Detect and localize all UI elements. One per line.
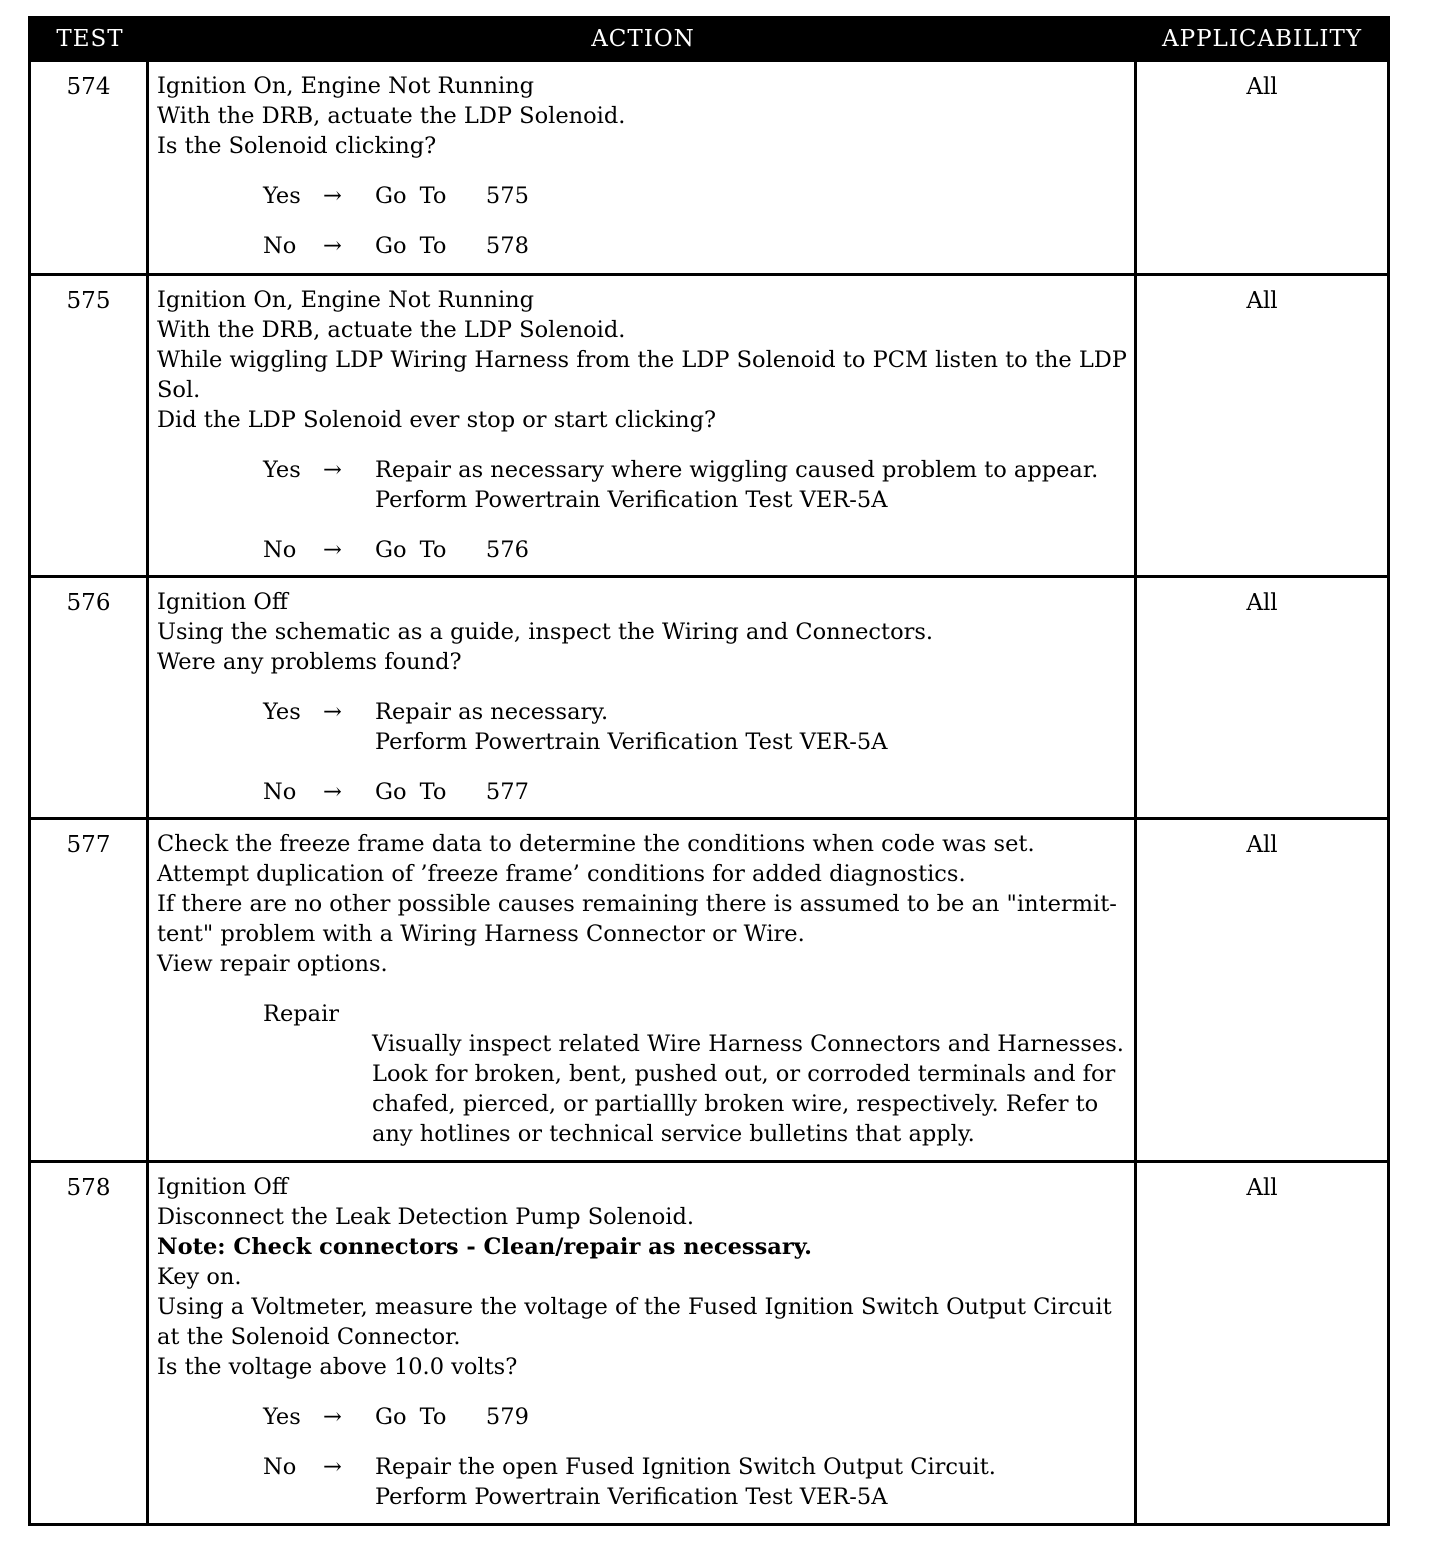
outcome-result: Repair as necessary where wiggling caused problem to appear. Perform Powertrain Verification Test VER-5A	[375, 457, 1099, 513]
table-row	[31, 273, 1387, 575]
outcome-result: Repair the open Fused Ignition Switch Output Circuit. Perform Powertrain Verification Test VER-5A	[375, 1454, 996, 1510]
action-line: Were any problems found?	[157, 649, 462, 675]
action-line: With the DRB, actuate the LDP Solenoid.	[157, 317, 626, 343]
action-line: Ignition On, Engine Not Running	[157, 287, 535, 313]
applicability-cell: All	[1246, 590, 1278, 616]
outcome-result: Go To 577	[375, 779, 529, 805]
answer-label: No	[263, 1454, 297, 1480]
arrow-right-icon: →	[323, 699, 342, 725]
outcome-no	[263, 535, 1128, 565]
action-line: Using the schematic as a guide, inspect the Wiring and Connectors.	[157, 619, 934, 645]
action-line: Did the LDP Solenoid ever stop or start clicking?	[157, 407, 717, 433]
header-test: TEST	[56, 26, 124, 52]
answer-label: No	[263, 233, 297, 259]
table-row	[31, 817, 1387, 1160]
arrow-right-icon: →	[323, 537, 342, 563]
answer-label: Yes	[263, 699, 301, 725]
outcome-yes	[263, 181, 1128, 211]
answer-label: Yes	[263, 457, 301, 483]
header-action: ACTION	[591, 26, 695, 52]
test-number: 574	[31, 62, 149, 273]
answer-label: Yes	[263, 183, 301, 209]
action-line: Is the Solenoid clicking?	[157, 133, 437, 159]
outcome-result: Go To 575	[375, 183, 529, 209]
action-line: While wiggling LDP Wiring Harness from the LDP Solenoid to PCM listen to the LDP	[157, 347, 1127, 373]
diagnostic-table	[28, 16, 1390, 1526]
answer-label: No	[263, 779, 297, 805]
test-number: 576	[31, 578, 149, 817]
outcome-result: Repair as necessary. Perform Powertrain Verification Test VER-5A	[375, 699, 888, 755]
test-number: 577	[31, 820, 149, 1160]
test-number: 578	[31, 1163, 149, 1523]
action-line: Attempt duplication of ’freeze frame’ conditions for added diagnostics.	[157, 861, 966, 887]
outcome-result: Go To 576	[375, 537, 529, 563]
action-cell	[149, 1163, 1137, 1523]
table-row	[31, 59, 1387, 273]
action-line: Using a Voltmeter, measure the voltage of the Fused Ignition Switch Output Circuit	[157, 1294, 1112, 1320]
applicability-cell: All	[1246, 832, 1278, 858]
outcome-result: Go To 578	[375, 233, 529, 259]
action-line: Is the voltage above 10.0 volts?	[157, 1354, 518, 1380]
action-line: tent" problem with a Wiring Harness Connector or Wire.	[157, 921, 805, 947]
arrow-right-icon: →	[323, 233, 342, 259]
arrow-right-icon: →	[323, 183, 342, 209]
applicability-cell: All	[1246, 288, 1278, 314]
action-line: View repair options.	[157, 951, 388, 977]
applicability-cell: All	[1246, 1175, 1278, 1201]
answer-label: Yes	[263, 1404, 301, 1430]
header-applicability: APPLICABILITY	[1162, 26, 1362, 52]
arrow-right-icon: →	[323, 1404, 342, 1430]
applicability-cell: All	[1246, 74, 1278, 100]
action-cell	[149, 276, 1137, 575]
action-cell	[149, 62, 1137, 273]
table-row	[31, 575, 1387, 817]
action-cell	[149, 578, 1137, 817]
action-line: If there are no other possible causes remaining there is assumed to be an "intermit-	[157, 891, 1117, 917]
action-line: With the DRB, actuate the LDP Solenoid.	[157, 103, 626, 129]
action-line: Ignition Off	[157, 1174, 288, 1200]
action-cell	[149, 820, 1137, 1160]
outcome-no	[263, 231, 1128, 261]
action-line: Ignition On, Engine Not Running	[157, 73, 535, 99]
outcome-yes	[263, 455, 1128, 515]
test-number: 575	[31, 276, 149, 575]
action-line: Sol.	[157, 377, 201, 403]
outcome-yes	[263, 697, 1128, 757]
action-line: Key on.	[157, 1264, 242, 1290]
outcome-yes	[263, 1402, 1128, 1432]
outcome-result: Go To 579	[375, 1404, 529, 1430]
action-line: Ignition Off	[157, 589, 288, 615]
outcome-no	[263, 1452, 1128, 1512]
action-line: Check the freeze frame data to determine the conditions when code was set.	[157, 831, 1035, 857]
table-row	[31, 1160, 1387, 1523]
note-text: Note: Check connectors - Clean/repair as necessary.	[157, 1234, 812, 1260]
outcome-no	[263, 777, 1128, 807]
arrow-right-icon: →	[323, 457, 342, 483]
answer-label: No	[263, 537, 297, 563]
repair-label: Repair	[263, 1001, 340, 1027]
arrow-right-icon: →	[323, 1454, 342, 1480]
table-header	[31, 19, 1387, 59]
action-line: Disconnect the Leak Detection Pump Solenoid.	[157, 1204, 695, 1230]
action-line: at the Solenoid Connector.	[157, 1324, 461, 1350]
repair-text: Visually inspect related Wire Harness Connectors and Harnesses. Look for broken, bent, pushed out, or corroded terminals and for chafed, pierced, or partiallly broken wire, respectively. Refer to any hotlines or technical service bulletins that apply.	[372, 1031, 1124, 1147]
arrow-right-icon: →	[323, 779, 342, 805]
